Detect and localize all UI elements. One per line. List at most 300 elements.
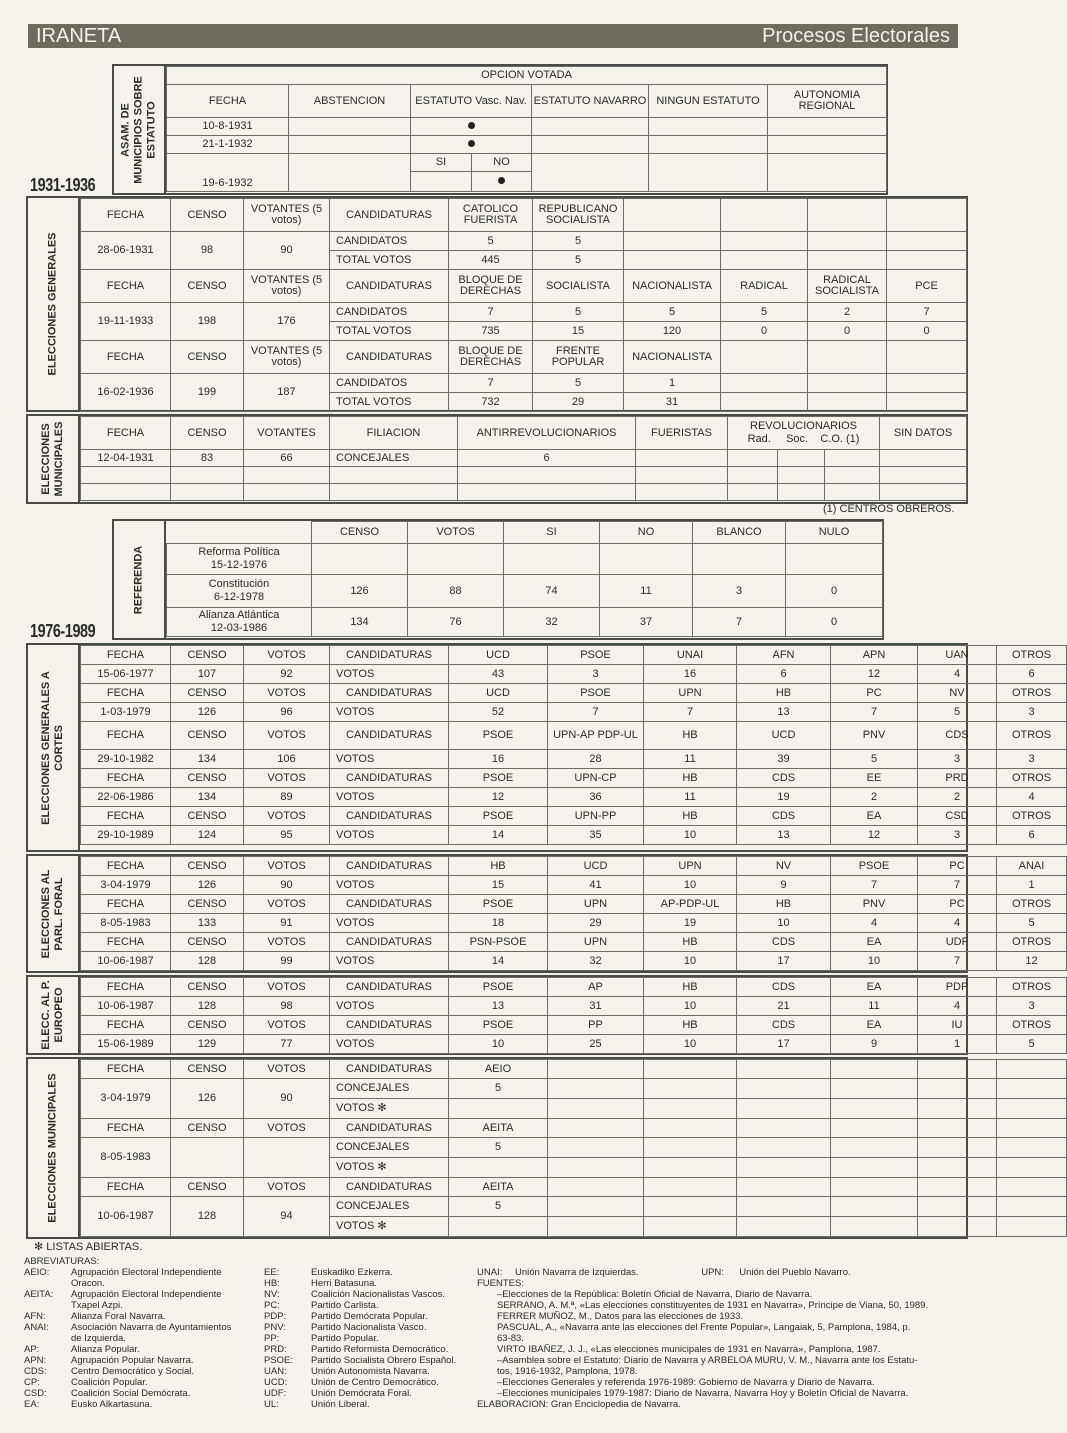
value-cell [831, 1099, 918, 1119]
opcion-header: OPCION VOTADA [167, 67, 887, 85]
abbr-entry [24, 1344, 231, 1355]
party-header: CATOLICO FUERISTA [449, 199, 533, 232]
source-line: tos, 1916-1932, Pamplona, 1978. [497, 1366, 638, 1377]
abbr-value: Herri Batasuna. [311, 1278, 378, 1289]
value-cell: 134 [171, 750, 244, 769]
abbr-entry [264, 1344, 456, 1355]
censo-cell: 198 [171, 303, 244, 341]
header-cell: CANDIDATURAS [330, 1016, 449, 1035]
header-cell [997, 1060, 1067, 1079]
data-row [81, 1035, 1067, 1054]
value-cell: 41 [548, 876, 644, 895]
value-cell: 5 [533, 251, 624, 270]
value-cell: 17 [737, 952, 831, 971]
votos-cell: 94 [244, 1197, 330, 1237]
value-cell: 3 [693, 575, 786, 608]
value-cell: 5 [721, 303, 808, 322]
data-row [81, 703, 1067, 722]
header-cell: VOTOS [244, 684, 330, 703]
abbr-entry [24, 1311, 231, 1322]
data-row [81, 914, 1067, 933]
votantes-cell: 187 [244, 374, 330, 412]
value-cell: 3 [997, 750, 1067, 769]
data-row [81, 876, 1067, 895]
source-line: –Asamblea sobre el Estatuto: Diario de Navarra y ARBELOA MURU, V. M., Navarra ante los Estatu- [497, 1355, 918, 1366]
value-cell: VOTOS [330, 703, 449, 722]
abbr-value: Oracon. [71, 1278, 105, 1289]
abbr-value: Euskadiko Ezkerra. [311, 1267, 393, 1278]
row-label: VOTOS ✻ [330, 1217, 449, 1237]
value-cell: 107 [171, 665, 244, 684]
abbr-value: Centro Democrático y Social. [71, 1366, 195, 1377]
value-cell: 6 [737, 665, 831, 684]
value-cell: 3-04-1979 [81, 876, 171, 895]
party-header: REPUBLICANO SOCIALISTA [533, 199, 624, 232]
value-cell: 16 [449, 750, 548, 769]
abbr-value: Unión de Centro Democrático. [311, 1377, 439, 1388]
value-cell: 25 [548, 1035, 644, 1054]
header-cell: UCD [449, 646, 548, 665]
col-header: SI [504, 522, 600, 544]
header-cell: ANAI [997, 857, 1067, 876]
header-cell: FECHA [81, 978, 171, 997]
header-row [81, 646, 1067, 665]
value-cell: 43 [449, 665, 548, 684]
header-cell: AFN [737, 646, 831, 665]
header-cell: FECHA [81, 684, 171, 703]
abbr-entry [264, 1388, 456, 1399]
abbr-key: PNV: [264, 1322, 286, 1333]
col-header: CENSO [312, 522, 408, 544]
abbr-key: NV: [264, 1289, 280, 1300]
header-cell: UPN-PP [548, 807, 644, 826]
header-cell: PSOE [449, 769, 548, 788]
value-cell: 10-06-1987 [81, 952, 171, 971]
col-ningun: NINGUN ESTATUTO [649, 85, 768, 118]
value-cell [831, 1079, 918, 1099]
value-cell: 35 [548, 826, 644, 845]
header-cell: FECHA [81, 1178, 171, 1197]
col-fecha: FECHA [81, 270, 171, 303]
value-cell: 9 [737, 876, 831, 895]
source-line: –Elecciones Generales y referenda 1976-1989: Gobierno de Navarra y Diario de Navarra. [497, 1377, 875, 1388]
header-cell: CANDIDATURAS [330, 722, 449, 750]
header-cell [997, 1119, 1067, 1138]
source-line: –Elecciones de la República: Boletín Oficial de Navarra, Diario de Navarra. [497, 1289, 813, 1300]
value-cell: 52 [449, 703, 548, 722]
header-cell [737, 1060, 831, 1079]
header-cell: CENSO [171, 1178, 244, 1197]
value-cell [997, 1158, 1067, 1178]
value-cell: 1 [624, 374, 721, 393]
epf-section [26, 854, 1052, 973]
header-cell: PDP [918, 978, 997, 997]
header-cell [918, 1178, 997, 1197]
header-cell [918, 1060, 997, 1079]
value-cell: 10 [644, 952, 737, 971]
value-cell: 11 [831, 997, 918, 1016]
referenda-table [166, 521, 883, 637]
header-cell: CENSO [171, 1016, 244, 1035]
value-cell [737, 1099, 831, 1119]
value-cell [997, 1217, 1067, 1237]
value-cell: VOTOS [330, 750, 449, 769]
header-cell: FECHA [81, 1119, 171, 1138]
abbreviations-col2 [264, 1267, 456, 1410]
value-cell [548, 1099, 644, 1119]
abbr-value: Unión Demócrata Foral. [311, 1388, 412, 1399]
date-cell: 21-1-1932 [167, 136, 289, 154]
header-row [81, 978, 1067, 997]
censo-cell: 128 [171, 1197, 244, 1237]
value-cell: 4 [831, 914, 918, 933]
source-line: ELABORACION: Gran Enciclopedia de Navarra. [477, 1399, 681, 1410]
value-cell: 15 [449, 876, 548, 895]
col-abstencion: ABSTENCION [289, 85, 411, 118]
header-cell: CANDIDATURAS [330, 1119, 449, 1138]
votantes-cell: 176 [244, 303, 330, 341]
abbr-key: ANAI: [24, 1322, 49, 1333]
vote-dot [498, 177, 505, 184]
votos-cell [244, 1138, 330, 1178]
header-row [81, 1060, 1067, 1079]
egc-table [80, 645, 1067, 845]
value-cell [644, 1079, 737, 1099]
row-label: TOTAL VOTOS [330, 251, 449, 270]
header-cell: CENSO [171, 978, 244, 997]
abbr-key: AEITA: [24, 1289, 54, 1300]
header-cell: CANDIDATURAS [330, 895, 449, 914]
header-cell: VOTOS [244, 807, 330, 826]
value-cell [644, 1217, 737, 1237]
abbr-value: Agrupación Electoral Independiente [71, 1289, 222, 1300]
value-cell: 22-06-1986 [81, 788, 171, 807]
value-cell: 13 [449, 997, 548, 1016]
abbr-key: AEIO: [24, 1267, 50, 1278]
abbr-key: CSD: [24, 1388, 47, 1399]
era-label-1931: 1931-1936 [30, 175, 96, 195]
header-row [81, 895, 1067, 914]
emun-section [26, 1057, 968, 1239]
value-cell [918, 1079, 997, 1099]
abbr-entry [24, 1399, 231, 1410]
header-cell: IU [918, 1016, 997, 1035]
header-cell: PC [918, 857, 997, 876]
value-cell [997, 1099, 1067, 1119]
data-row [81, 952, 1067, 971]
abbr-key: AP: [24, 1344, 40, 1355]
emun-table [80, 1059, 1067, 1237]
col-sin-datos: SIN DATOS [880, 417, 967, 450]
header-cell: CDS [918, 722, 997, 750]
col-censo: CENSO [171, 199, 244, 232]
row-label: VOTOS ✻ [330, 1099, 449, 1119]
header-cell: CANDIDATURAS [330, 1178, 449, 1197]
header-cell: HB [737, 684, 831, 703]
censo-cell: 83 [171, 450, 244, 467]
value-cell: 3 [918, 750, 997, 769]
date-cell: 28-06-1931 [81, 232, 171, 270]
abbr-key: CP: [24, 1377, 40, 1388]
value-cell: 6 [997, 826, 1067, 845]
header-cell: OTROS [997, 684, 1067, 703]
value-cell: VOTOS [330, 997, 449, 1016]
header-cell: NV [918, 684, 997, 703]
value-cell: 124 [171, 826, 244, 845]
listas-abiertas-note: ✻ LISTAS ABIERTAS. [34, 1241, 143, 1253]
abbr-key: EA: [24, 1399, 40, 1410]
party-header: NACIONALISTA [624, 341, 721, 374]
col-revolucionarios [728, 417, 880, 450]
row-label: CONCEJALES [330, 1197, 449, 1217]
header-cell: PC [831, 684, 918, 703]
soc-label: Soc. [786, 433, 809, 445]
header-row [81, 1119, 1067, 1138]
abbr-key: CDS: [24, 1366, 47, 1377]
value-cell: 77 [244, 1035, 330, 1054]
header-cell: EA [831, 1016, 918, 1035]
value-cell: 88 [408, 575, 504, 608]
value-cell: 6 [997, 665, 1067, 684]
row-label: CONCEJALES [330, 1138, 449, 1158]
abbr-entry [264, 1366, 456, 1377]
value-cell: 0 [786, 608, 883, 637]
value-cell: 5 [449, 1079, 548, 1099]
header-cell [644, 1119, 737, 1138]
abbr-entry [24, 1366, 231, 1377]
header-cell: UPN-AP PDP-UL [548, 722, 644, 750]
value-cell: 91 [244, 914, 330, 933]
abbr-value: Partido Nacionalista Vasco. [311, 1322, 427, 1333]
value-cell: 4 [918, 997, 997, 1016]
value-cell [831, 1217, 918, 1237]
value-cell: 11 [644, 788, 737, 807]
value-cell [831, 1158, 918, 1178]
value-cell: 7 [918, 876, 997, 895]
eg-1931-label: ELECCIONES GENERALES [28, 198, 80, 410]
value-cell: 32 [504, 608, 600, 637]
section-title: Procesos Electorales [762, 25, 950, 47]
value-cell: 92 [244, 665, 330, 684]
header-cell [737, 1178, 831, 1197]
referendum-name [167, 544, 312, 575]
value-cell: 1 [997, 876, 1067, 895]
eg-1931-table [80, 198, 967, 412]
col-candidaturas: CANDIDATURAS [330, 270, 449, 303]
header-cell: PSOE [449, 895, 548, 914]
value-cell: 15-06-1989 [81, 1035, 171, 1054]
header-cell: UCD [548, 857, 644, 876]
header-cell: UPN [548, 933, 644, 952]
header-cell: OTROS [997, 895, 1067, 914]
date-cell: 3-04-1979 [81, 1079, 171, 1119]
col-estatuto-vn: ESTATUTO Vasc. Nav. [411, 85, 532, 118]
eg-1931-section [26, 196, 968, 412]
value-cell: 14 [449, 952, 548, 971]
value-cell: 5 [918, 703, 997, 722]
header-cell: NV [737, 857, 831, 876]
value-cell: 6 [458, 450, 636, 467]
abbr-key: UAN: [264, 1366, 287, 1377]
votantes-cell: 66 [244, 450, 330, 467]
col-votantes: VOTANTES (5 votos) [244, 199, 330, 232]
row-label: TOTAL VOTOS [330, 322, 449, 341]
value-cell [548, 1158, 644, 1178]
value-cell: 14 [449, 826, 548, 845]
referendum-date: 15-12-1976 [210, 559, 268, 571]
header-cell: CDS [737, 1016, 831, 1035]
header-cell: VOTOS [244, 1016, 330, 1035]
header-cell [548, 1119, 644, 1138]
header-cell [831, 1178, 918, 1197]
header-cell: FECHA [81, 857, 171, 876]
abbr-entry [24, 1388, 231, 1399]
abbr-entry [264, 1355, 456, 1366]
abbr-entry [24, 1278, 231, 1289]
party-cell: AEITA [449, 1119, 548, 1138]
col-candidaturas: CANDIDATURAS [330, 199, 449, 232]
value-cell: VOTOS [330, 876, 449, 895]
value-cell [831, 1197, 918, 1217]
header-cell: UPN [644, 684, 737, 703]
value-cell [644, 1138, 737, 1158]
header-row [81, 857, 1067, 876]
data-row [81, 1138, 1067, 1158]
abbr-entry [24, 1289, 231, 1300]
abbr-entry [264, 1278, 456, 1289]
epe-section [26, 975, 1052, 1055]
referendum-name [167, 608, 312, 637]
abbreviations-col1 [24, 1256, 231, 1410]
value-cell [449, 1158, 548, 1178]
header-cell: OTROS [997, 769, 1067, 788]
header-cell: OTROS [997, 807, 1067, 826]
header-cell: CSD [918, 807, 997, 826]
referendum-title: Reforma Política [198, 546, 280, 558]
value-cell: VOTOS [330, 1035, 449, 1054]
value-cell: 7 [449, 303, 533, 322]
value-cell: 5 [449, 1197, 548, 1217]
date-cell: 12-04-1931 [81, 450, 171, 467]
header-cell: CANDIDATURAS [330, 684, 449, 703]
header-cell: APN [831, 646, 918, 665]
abbr-value: Unión del Pueblo Navarro. [739, 1267, 851, 1278]
value-cell: 10 [644, 876, 737, 895]
egc-label: ELECCIONES GENERALES A CORTES [28, 645, 80, 850]
abbr-entry [264, 1289, 456, 1300]
value-cell: 7 [831, 876, 918, 895]
value-cell [997, 1079, 1067, 1099]
abbr-value: Partido Carlista. [311, 1300, 379, 1311]
value-cell: 5 [533, 303, 624, 322]
abbr-key: PDP: [264, 1311, 287, 1322]
header-row [81, 769, 1067, 788]
referendum-name [167, 575, 312, 608]
value-cell: 0 [887, 322, 967, 341]
header-cell: UAN [918, 646, 997, 665]
value-cell [918, 1099, 997, 1119]
value-cell: 732 [449, 393, 533, 412]
value-cell: 11 [644, 750, 737, 769]
value-cell: 39 [737, 750, 831, 769]
value-cell: 128 [171, 997, 244, 1016]
value-cell: 0 [808, 322, 887, 341]
header-cell: PSOE [449, 722, 548, 750]
value-cell: 5 [449, 1138, 548, 1158]
header-cell: AP [548, 978, 644, 997]
value-cell: 1-03-1979 [81, 703, 171, 722]
value-cell [548, 1217, 644, 1237]
header-cell: UDF [918, 933, 997, 952]
abbr-key: PP: [264, 1333, 280, 1344]
header-cell [918, 1119, 997, 1138]
value-cell: 37 [600, 608, 693, 637]
col-si: SI [411, 154, 472, 172]
header-cell: VOTOS [244, 857, 330, 876]
party-header: NACIONALISTA [624, 270, 721, 303]
referenda-section [112, 519, 884, 640]
date-cell: 16-02-1936 [81, 374, 171, 412]
value-cell: 2 [831, 788, 918, 807]
asamblea-section [112, 64, 888, 195]
abbr-key: PRD: [264, 1344, 287, 1355]
data-row [81, 1197, 1067, 1217]
value-cell [548, 1079, 644, 1099]
value-cell: 5 [997, 1035, 1067, 1054]
value-cell: 29-10-1982 [81, 750, 171, 769]
votos-cell: 90 [244, 1079, 330, 1119]
header-cell: UCD [449, 684, 548, 703]
header-cell: FECHA [81, 933, 171, 952]
value-cell: VOTOS [330, 914, 449, 933]
col-censo: CENSO [171, 270, 244, 303]
header-row [81, 722, 1067, 750]
value-cell: 4 [997, 788, 1067, 807]
header-row [81, 1178, 1067, 1197]
header-cell: PSOE [449, 807, 548, 826]
row-label: VOTOS ✻ [330, 1158, 449, 1178]
censo-cell: 126 [171, 1079, 244, 1119]
header-cell: VOTOS [244, 933, 330, 952]
footnote-centros: (1) CENTROS OBREROS. [823, 503, 955, 515]
value-cell: 10 [644, 826, 737, 845]
value-cell [997, 1138, 1067, 1158]
abbr-key: PC: [264, 1300, 280, 1311]
value-cell: 31 [624, 393, 721, 412]
value-cell: 90 [244, 876, 330, 895]
value-cell: 3 [548, 665, 644, 684]
value-cell: 445 [449, 251, 533, 270]
party-cell: AEIO [449, 1060, 548, 1079]
value-cell [644, 1197, 737, 1217]
value-cell: 15-06-1977 [81, 665, 171, 684]
abbr-key: UDF: [264, 1388, 287, 1399]
value-cell: 74 [504, 575, 600, 608]
header-row [81, 933, 1067, 952]
town-name: IRANETA [36, 25, 122, 47]
votantes-cell: 90 [244, 232, 330, 270]
abbr-title: ABREVIATURAS: [24, 1256, 100, 1267]
source-line: FUENTES: [477, 1278, 524, 1289]
header-cell: CENSO [171, 857, 244, 876]
rad-label: Rad. [747, 433, 771, 445]
header-cell: CANDIDATURAS [330, 646, 449, 665]
value-cell: 99 [244, 952, 330, 971]
referendum-date: 12-03-1986 [210, 622, 268, 634]
data-row [81, 826, 1067, 845]
value-cell: 129 [171, 1035, 244, 1054]
header-cell: HB [449, 857, 548, 876]
